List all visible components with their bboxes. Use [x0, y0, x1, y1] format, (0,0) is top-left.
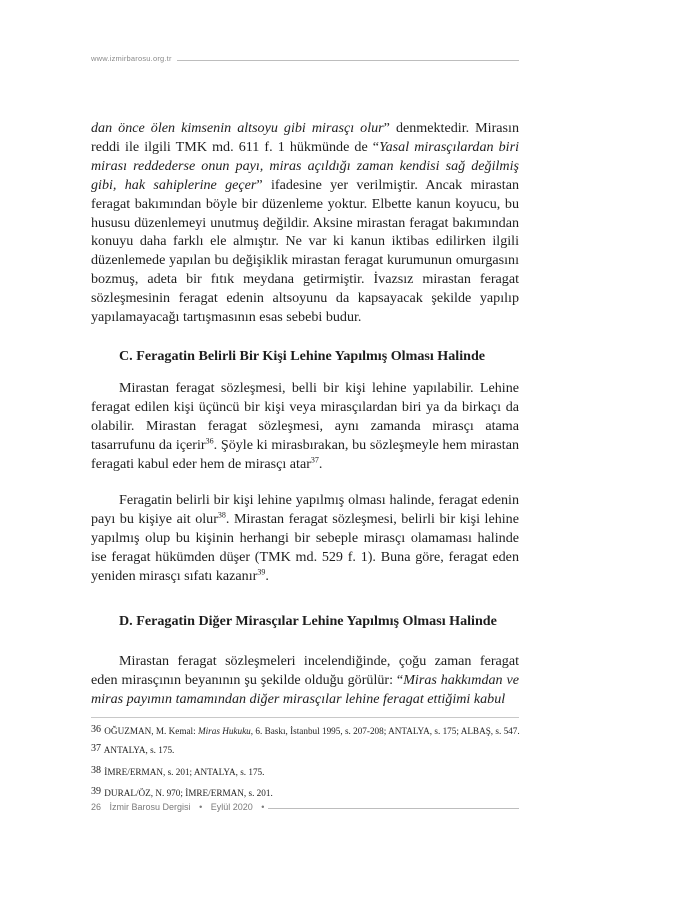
footnote-number: 39: [91, 786, 101, 797]
footnote-text: İMRE/ERMAN, s. 201; ANTALYA, s. 175.: [104, 767, 265, 777]
journal-name: İzmir Barosu Dergisi: [109, 802, 191, 812]
issue-date: Eylül 2020: [210, 802, 253, 812]
footnote-separator: [91, 717, 519, 718]
page-number: 26: [91, 802, 102, 812]
paragraph-1-quote-a: dan önce ölen kimsenin altsoyu gibi mirasçı olur: [91, 120, 384, 136]
footnote-39: [91, 786, 273, 799]
paragraph-3-text-b: . Mirastan feragat sözleşmesi, belirli bir kişi lehine yapılmış olup bu kişinin herhangi bir sebeple mirasçı olamaması halinde ise feragat hükümden düşer (TMK md. 529 f. 1). Buna göre, feragat eden yeniden mirasçı sıfatı kazanır: [91, 510, 519, 584]
footer-bullet: •: [199, 802, 203, 812]
footer-bullet: •: [261, 802, 265, 812]
running-footer: [91, 802, 270, 812]
footnote-ref-39[interactable]: 39: [257, 566, 266, 576]
paragraph-1-text-a: ” denmektedir. Mirasın reddi ile ilgili TMK md. 611 f. 1 hükmünde de “: [91, 120, 519, 155]
paragraph-2-text-a: Mirastan feragat sözleşmesi, belli bir kişi lehine yapılabilir. Lehine feragat edilen kişi üçüncü bir kişi veya mirasçılardan biri ya da birkaçı da olabilir. Mirastan feragat sözleşmesi, aynı zamanda mirasçı atama tasarrufunu da içerir: [91, 380, 519, 453]
paragraph-1: [91, 119, 519, 327]
header-rule: [177, 60, 519, 61]
footnote-37: [91, 743, 174, 756]
footnote-number: 38: [91, 765, 101, 776]
footer-rule: [268, 808, 519, 809]
footnote-ref-38[interactable]: 38: [217, 510, 226, 520]
footnote-ref-36[interactable]: 36: [205, 436, 214, 446]
paragraph-2-text-b: . Şöyle ki mirasbırakan, bu sözleşmeyle hem mirastan feragati kabul eder hem de mirasçı atar: [91, 436, 519, 472]
footnote-number: 37: [91, 743, 101, 754]
footnote-text: ANTALYA, s. 175.: [103, 745, 175, 755]
paragraph-4-quote: Miras hakkımdan ve miras payımın tamamından diğer mirasçılar lehine feragat ettiğimi kabul: [91, 671, 519, 707]
paragraph-2-text-c: .: [318, 455, 323, 472]
paragraph-4: [91, 652, 519, 709]
paragraph-3: [91, 491, 519, 586]
footnote-36: [91, 724, 520, 737]
footnote-ref-37[interactable]: 37: [310, 454, 319, 464]
paragraph-1-quote-b: Yasal mirasçılardan biri mirası reddederse onun payı, miras açıldığı zaman kendisi sağ değilmiş gibi, hak sahiplerine geçer: [91, 138, 519, 193]
section-heading-d: D. Feragatin Diğer Mirasçılar Lehine Yapılmış Olması Halinde: [119, 613, 497, 629]
paragraph-3-text-c: .: [265, 567, 269, 584]
running-header: [91, 54, 519, 68]
footnote-text-rest: , 6. Baskı, İstanbul 1995, s. 207-208; ANTALYA, s. 175; ALBAŞ, s. 547.: [250, 726, 520, 736]
footnote-italic: Miras Hukuku: [197, 726, 251, 736]
header-url: www.izmirbarosu.org.tr: [91, 54, 172, 63]
footnote-text: OĞUZMAN, M. Kemal:: [104, 726, 198, 736]
paragraph-1-text-b: ” ifadesine yer verilmiştir. Ancak mirastan feragat bakımından böyle bir düzenleme yoktur. Elbette kanun koyucu, bu hususu düzenlemeyi unutmuş değildir. Aksine mirastan feragat bakımından konuyu daha farklı ele almıştır. Ne var ki kanun iktibas edilirken ilgili düzenlemede yapılan bu değişiklik mirastan feragat kurumunun omurgasını bozmuş, adeta bir fıtık meydana getirmiştir. İvazsız mirastan feragat sözleşmesinin feragat edenin altsoyunu da kapsayacak şekilde yapılıp yapılamayacağı tartışmasının esas sebebi budur.: [91, 176, 519, 326]
section-heading-c: C. Feragatin Belirli Bir Kişi Lehine Yapılmış Olması Halinde: [119, 348, 486, 364]
paragraph-2: [91, 379, 519, 474]
paragraph-3-text-a: Feragatin belirli bir kişi lehine yapılmış olması halinde, feragat edenin payı bu kişiye ait olur: [91, 492, 519, 527]
footnote-number: 36: [91, 724, 101, 735]
footnote-38: [91, 765, 264, 778]
footnote-text: DURAL/ÖZ, N. 970; İMRE/ERMAN, s. 201.: [104, 788, 273, 798]
paragraph-4-text: Mirastan feragat sözleşmeleri incelendiğinde, çoğu zaman feragat eden mirasçının beyanının şu şekilde olduğu görülür: “: [91, 653, 519, 688]
